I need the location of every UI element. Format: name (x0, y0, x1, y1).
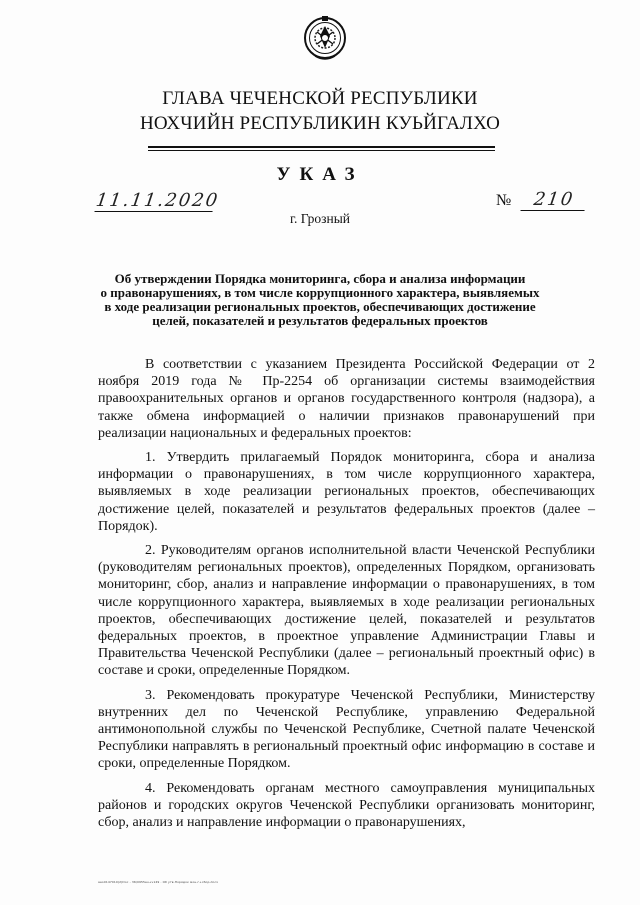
decree-body (98, 356, 595, 838)
chechen-republic-emblem-icon (303, 14, 347, 64)
decree-title-line: целей, показателей и результатов федеральных проектов (152, 313, 488, 328)
decree-city: г. Грозный (289, 211, 351, 226)
decree-date: 11.11.2020 (94, 190, 221, 211)
decree-title (92, 272, 548, 328)
clause-2-paragraph: 2. Руководителям органов исполнительной власти Чеченской Республики (руководителям региональных проектов), определенных Порядком, организовать мониторинг, сбор, анализ и направление информации о правонарушениях, в том числе коррупционного характера, выявляемых в ходе реализации региональных проектов, обеспечивающих достижение целей, показателей и результатов федеральных проектов, в проектное управление Администрации Главы и Правительства Чеченской Республики (далее – региональный проектный офис) в составе и сроки, определенные Порядком. (98, 543, 595, 679)
issuer-title-russian: ГЛАВА ЧЕЧЕНСКОЙ РЕСПУБЛИКИ (162, 88, 478, 109)
preamble-paragraph: В соответствии с указанием Президента Российской Федерации от 2 ноября 2019 года № Пр-2254 об организации системы взаимодействия правоохранительных органов и органов государственного контроля (надзора), а также обмена информацией о наличии признаков правонарушений при реализации национальных и федеральных проектов: (98, 357, 595, 441)
clause-1-paragraph: 1. Утвердить прилагаемый Порядок мониторинга, сбора и анализа информации о правонарушениях, в том числе коррупционного характера, выявляемых в ходе реализации региональных проектов, обеспечивающих достижение целей, показателей и результатов федеральных проектов (далее – Порядок). (98, 450, 595, 534)
decree-title-line: о правонарушениях, в том числе коррупционного характера, выявляемых (100, 285, 540, 300)
issuer-title-chechen: НОХЧИЙН РЕСПУБЛИКИН КУЬЙГАЛХО (139, 113, 501, 134)
clause-3-paragraph: 3. Рекомендовать прокуратуре Чеченской Республики, Министерству внутренних дел по Чеченской Республике, управлению Федеральной антимонопольной службы по Чеченской Республике, Счетной палате Чеченской Республики направлять в региональный проектный офис информацию в составе и сроки, определенные Порядком. (98, 687, 595, 772)
clause-4-paragraph: 4. Рекомендовать органам местного самоуправления муниципальных районов и городских округов Чеченской Республики организовать мониторинг, сбор, анализ и направление информации о правонарушениях, (98, 780, 595, 831)
header-divider-thin (148, 150, 495, 151)
decree-number: 210 (520, 189, 587, 211)
header-divider-thick (148, 146, 495, 148)
file-path-note: aeo0147010(2)Doc - 36\0955eu+ч149 . Об утв.Порядок мон-г+сбор.docx (98, 880, 219, 884)
document-type: УКАЗ (276, 164, 364, 185)
decree-title-line: Об утверждении Порядка мониторинга, сбора и анализа информации (114, 271, 526, 286)
number-sign: № (496, 192, 512, 209)
decree-title-line: в ходе реализации региональных проектов, обеспечивающих достижение (104, 299, 536, 314)
